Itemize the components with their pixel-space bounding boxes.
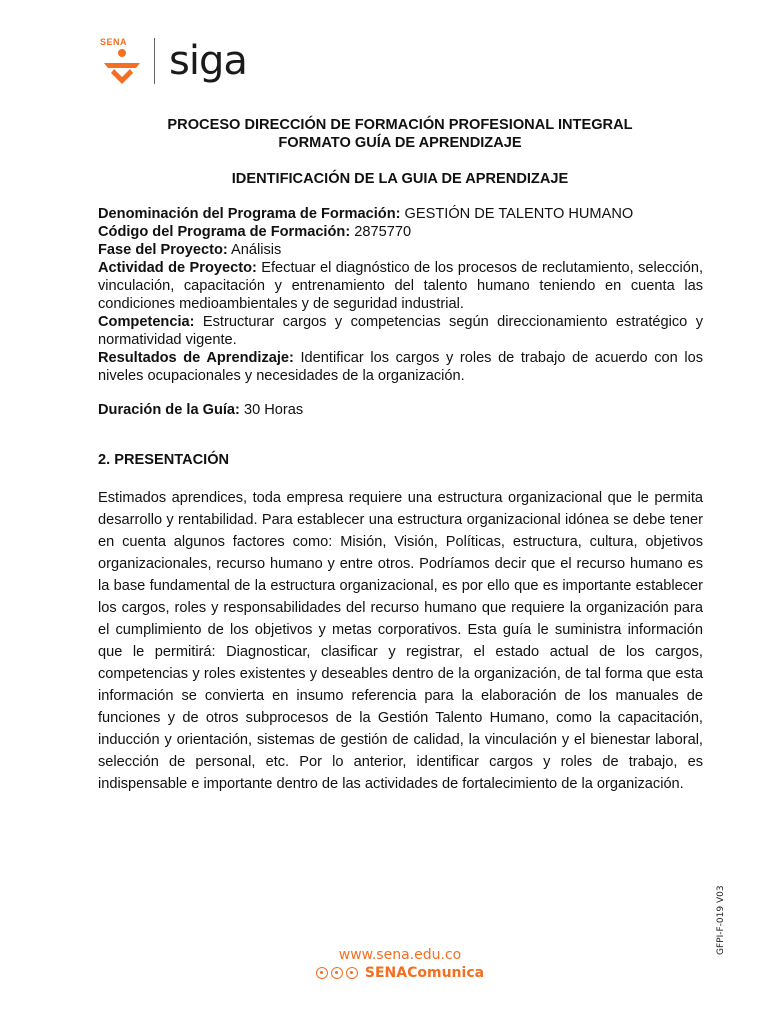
competencia-row xyxy=(98,313,703,349)
logo-divider xyxy=(154,38,155,84)
resultados-label: Resultados de Aprendizaje: xyxy=(98,350,294,366)
facebook-icon[interactable] xyxy=(316,967,328,979)
codigo-row xyxy=(98,223,703,241)
presentacion-heading: 2. PRESENTACIÓN xyxy=(98,452,230,468)
identification-block xyxy=(98,205,703,385)
form-code: GFPI-F-019 V03 xyxy=(716,885,726,955)
actividad-label: Actividad de Proyecto: xyxy=(98,260,257,276)
programa-label: Denominación del Programa de Formación: xyxy=(98,206,401,222)
fase-label: Fase del Proyecto: xyxy=(98,242,228,258)
duracion-value: 30 Horas xyxy=(239,402,304,418)
instagram-icon[interactable] xyxy=(331,967,343,979)
resultados-row xyxy=(98,349,703,385)
sena-logo-text: SENA xyxy=(100,37,128,47)
fase-value: Análisis xyxy=(227,242,282,258)
competencia-value: Estructurar cargos y competencias según direccionamiento estratégico y normatividad vigente. xyxy=(98,314,703,348)
actividad-row xyxy=(98,259,703,313)
sena-logo-icon xyxy=(96,33,148,89)
codigo-label: Código del Programa de Formación: xyxy=(98,224,351,240)
programa-row xyxy=(98,205,703,223)
competencia-label: Competencia: xyxy=(98,314,195,330)
duracion-label: Duración de la Guía: xyxy=(98,402,240,418)
twitter-icon[interactable] xyxy=(346,967,358,979)
social-handle: SENAComunica xyxy=(364,965,485,981)
process-title: PROCESO DIRECCIÓN DE FORMACIÓN PROFESIONAL INTEGRAL xyxy=(167,117,633,133)
footer-url-link[interactable]: www.sena.edu.co xyxy=(338,947,462,963)
programa-value: GESTIÓN DE TALENTO HUMANO xyxy=(400,206,634,222)
header-logos xyxy=(96,33,247,89)
siga-logo: siga xyxy=(169,38,247,84)
footer-social xyxy=(0,965,768,981)
actividad-value: Efectuar el diagnóstico de los procesos de reclutamiento, selección, vinculación, capacitación y entrenamiento del talento humano teniendo en cuenta las condiciones medioambientales y de seguridad industrial. xyxy=(98,260,704,312)
duracion-row xyxy=(98,401,303,419)
presentacion-body: Estimados aprendices, toda empresa requiere una estructura organizacional que le permita desarrollo y rentabilidad. Para establecer una estructura organizacional idónea se debe tener en cuenta algunos factores como: Misión, Visión, Políticas, estructura, cultura, objetivos organizacionales, recurso humano y entre otros. Podríamos decir que el recurso humano es la base fundamental de la estructura organizacional, es por ello que es importante establecer los cargos, roles y responsabilidades del recurso humano que requiere la organización para el cumplimiento de los objetivos y metas corporativos. Esta guía le suministra información que le permitirá: Diagnosticar, clasificar y registrar, el estado actual de los cargos, competencias y roles existentes y deseables dentro de la organización, de tal forma que esta información se convierta en insumo referencia para la elaboración de los manuales de funciones y de otros subprocesos de la Gestión Talento Humano, como la capacitación, inducción y orientación, sistemas de gestión de calidad, la vinculación y el bienestar laboral, selección de personal, etc. Por lo anterior, identificar cargos y roles de trabajo, es indispensable e importante dentro de las actividades de fortalecimiento de la organización. xyxy=(98,490,703,792)
fase-row xyxy=(98,241,703,259)
codigo-value: 2875770 xyxy=(350,224,412,240)
resultados-value: Identificar los cargos y roles de trabajo de acuerdo con los niveles ocupacionales y necesidades de la organización. xyxy=(98,350,703,384)
identification-title: IDENTIFICACIÓN DE LA GUIA DE APRENDIZAJE xyxy=(231,171,569,187)
format-title: FORMATO GUÍA DE APRENDIZAJE xyxy=(278,135,522,151)
